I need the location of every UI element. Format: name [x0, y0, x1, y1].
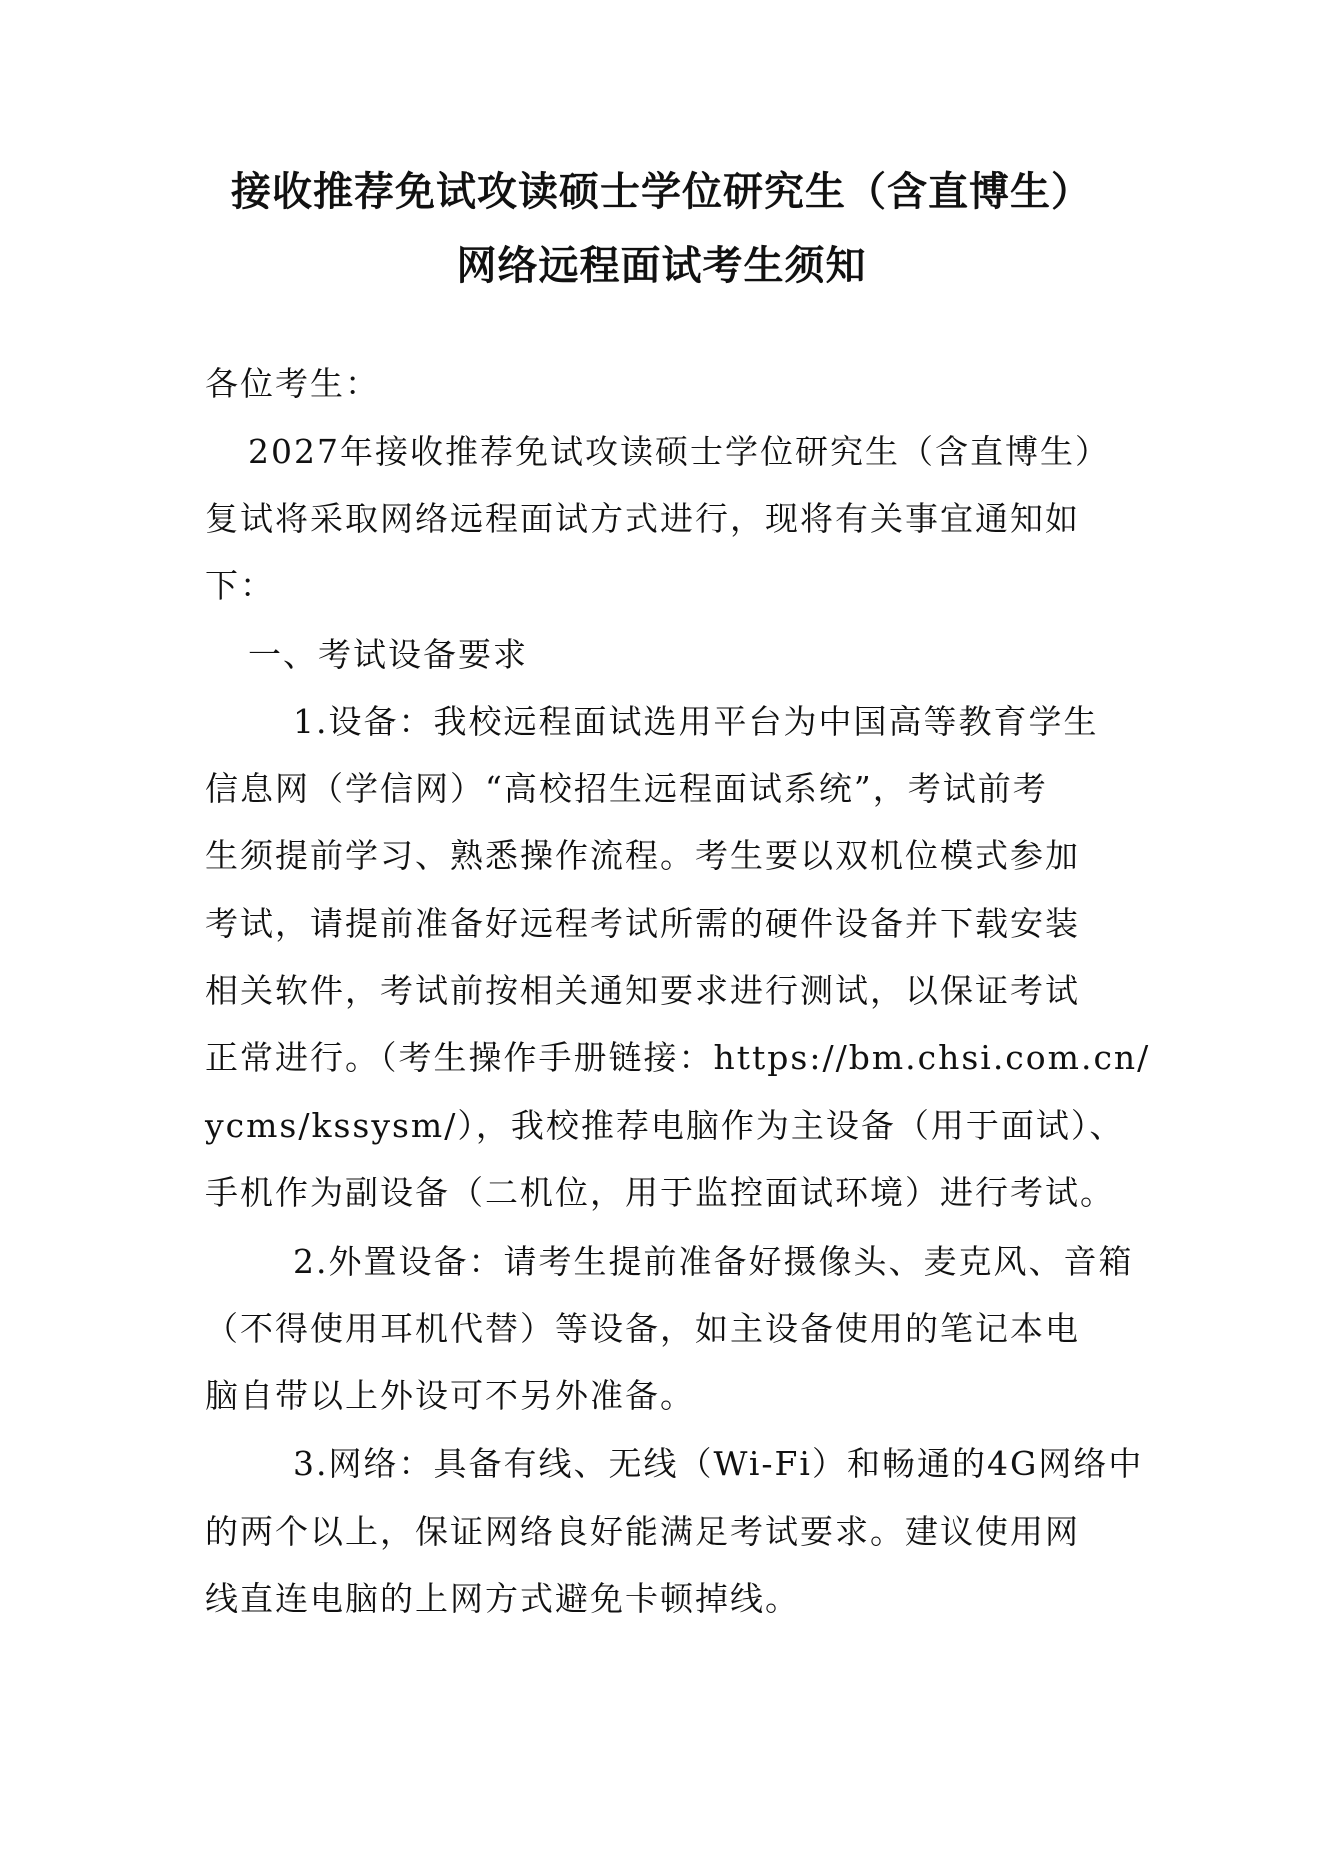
item-1-line-1: 1.设备：我校远程面试选用平台为中国高等教育学生 — [293, 702, 1099, 741]
intro-line-1: 2027年接收推荐免试攻读硕士学位研究生（含直博生） — [248, 432, 1110, 471]
item-1-line-2: 信息网（学信网）“高校招生远程面试系统”，考试前考 — [205, 769, 1048, 808]
item-1-line-8: 手机作为副设备（二机位，用于监控面试环境）进行考试。 — [205, 1173, 1115, 1212]
item-3-line-3: 线直连电脑的上网方式避免卡顿掉线。 — [205, 1579, 800, 1618]
item-2-line-3: 脑自带以上外设可不另外准备。 — [205, 1376, 695, 1415]
intro-line-3: 下： — [205, 566, 275, 605]
document-title-line-2: 网络远程面试考生须知 — [456, 243, 867, 289]
item-2-line-1: 2.外置设备：请考生提前准备好摄像头、麦克风、音箱 — [293, 1242, 1134, 1281]
item-1-line-7: ycms/kssysm/），我校推荐电脑作为主设备（用于面试）、 — [205, 1106, 1125, 1145]
document-title-line-1: 接收推荐免试攻读硕士学位研究生（含直博生） — [231, 169, 1092, 215]
item-1-line-6: 正常进行。（考生操作手册链接：https://bm.chsi.com.cn/ — [205, 1038, 1151, 1077]
item-1-line-5: 相关软件，考试前按相关通知要求进行测试，以保证考试 — [205, 971, 1080, 1010]
item-2-line-2: （不得使用耳机代替）等设备，如主设备使用的笔记本电 — [205, 1309, 1080, 1348]
item-1-line-4: 考试，请提前准备好远程考试所需的硬件设备并下载安装 — [205, 904, 1080, 943]
intro-line-2: 复试将采取网络远程面试方式进行，现将有关事宜通知如 — [205, 499, 1080, 538]
item-3-line-2: 的两个以上，保证网络良好能满足考试要求。建议使用网 — [205, 1512, 1080, 1551]
salutation: 各位考生： — [205, 364, 380, 403]
item-3-line-1: 3.网络：具备有线、无线（Wi-Fi）和畅通的4G网络中 — [293, 1444, 1144, 1483]
section-1-heading: 一、考试设备要求 — [248, 635, 528, 674]
item-1-line-3: 生须提前学习、熟悉操作流程。考生要以双机位模式参加 — [205, 836, 1080, 875]
